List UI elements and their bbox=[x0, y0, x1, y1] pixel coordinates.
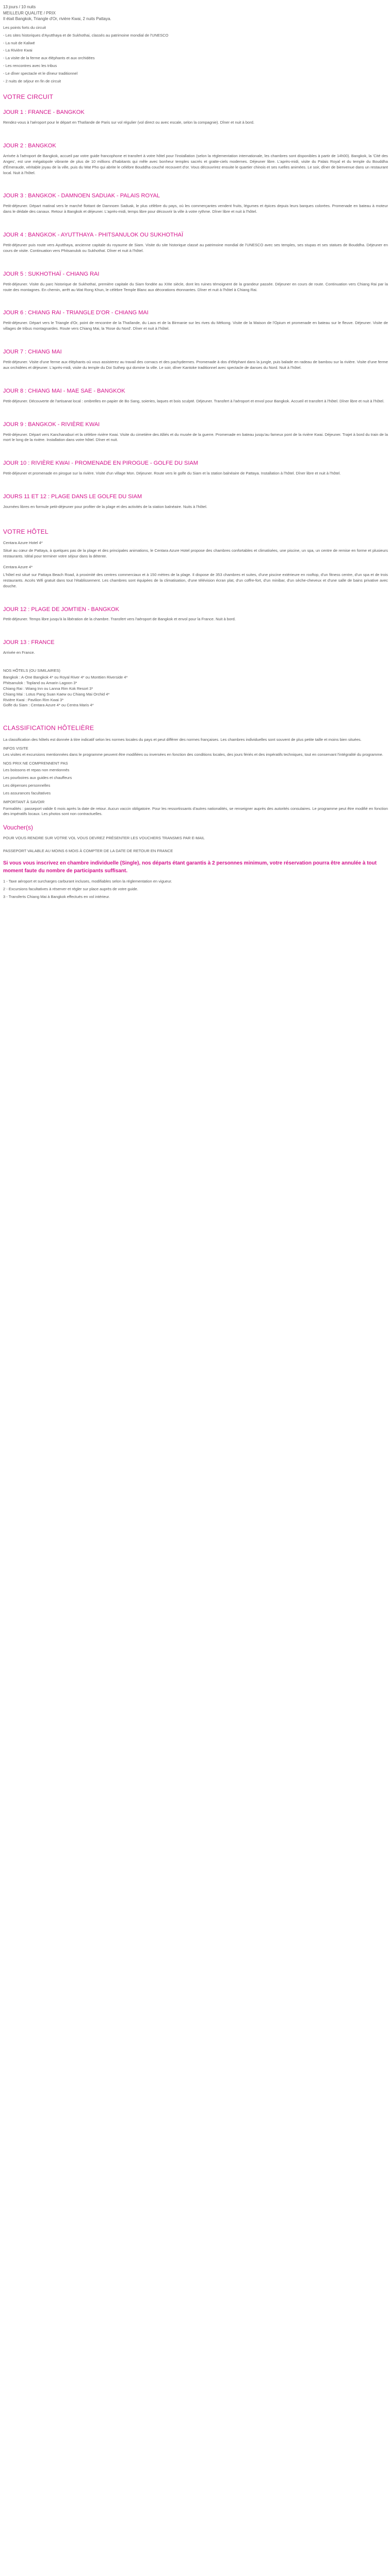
hotel-line: Phitsanulok : Topland ou Amarin Lagoon 3* bbox=[3, 680, 77, 685]
day-title: JOUR 2 : BANGKOK bbox=[3, 142, 56, 149]
day-title: JOUR 5 : SUKHOTHAÏ - CHIANG RAI bbox=[3, 270, 100, 277]
important-text: Formalités : passeport valide 6 mois après la date de retour. Aucun vaccin obligatoire. Pour les ressortissants d'autres nationalités, se renseigner auprès des autorités consulaires. Le programme peut être modifié en fonction des impératifs locaux. Les photos sont non contractuelles. bbox=[3, 806, 388, 817]
not-included-item: Les dépenses personnelles bbox=[3, 783, 51, 788]
footnote: 2 - Excursions facultatives à réserver et régler sur place auprès de votre guide. bbox=[3, 887, 138, 892]
tour-point: - La nuit de Kaliwé bbox=[3, 40, 35, 45]
day-7 bbox=[3, 348, 388, 371]
day-text: Petit-déjeuner puis route vers Ayutthaya, ancienne capitale du royaume de Siam. Visite du site historique classé au patrimoine mondial de l'UNESCO avec ses temples, ses stupas et ses statues de Bouddha. Déjeuner en cours de visite. Continuation vers Phitsanulok ou Sukhothaï. Dîner et nuit à l'hôtel. bbox=[3, 243, 388, 253]
day-title: JOUR 1 : FRANCE - BANGKOK bbox=[3, 109, 85, 116]
tour-point: - Le dîner spectacle et le dîneur traditionnel bbox=[3, 71, 78, 76]
day-2 bbox=[3, 142, 388, 176]
footnote: 3 - Transferts Chiang Mai à Bangkok effectués en vol intérieur. bbox=[3, 894, 110, 900]
tour-points-list bbox=[3, 33, 388, 84]
day-title: JOUR 9 : BANGKOK - RIVIÈRE KWAI bbox=[3, 421, 100, 428]
route-summary: Il était Bangkok, Triangle d'Or, rivière Kwai, 2 nuits Pattaya. bbox=[3, 16, 111, 22]
day-text: Petit-déjeuner. Découverte de l'artisanat local : ombrelles en papier de Bo Sang, soieries, laques et bois sculpté. Déjeuner. Transfert à l'aéroport et envol pour Bangkok. Accueil et transfert à l'hôtel. Dîner libre et nuit à l'hôtel. bbox=[3, 398, 385, 403]
not-included-item: Les boissons et repas non mentionnés bbox=[3, 768, 70, 773]
single-room-warning: Si vous vous inscrivez en chambre individuelle (Single), nos départs étant garantis à 2 personnes minimum, votre réservation pourra être annulée à tout moment faute du nombre de participants suffisant. bbox=[3, 860, 377, 874]
day-text: Rendez-vous à l'aéroport pour le départ en Thaïlande de Paris sur vol régulier (vol direct ou avec escale, selon la compagnie). Dîner et nuit à bord. bbox=[3, 120, 254, 125]
voucher-section bbox=[3, 823, 388, 841]
day-text: Journées libres en formule petit-déjeuner pour profiter de la plage et des activités de la station balnéaire. Nuits à l'hôtel. bbox=[3, 504, 207, 510]
voucher-text: POUR VOUS RENDRE SUR VOTRE VOL VOUS DEVREZ PRÉSENTER LES VOUCHERS TRANSMIS PAR E-MAIL bbox=[3, 835, 205, 840]
passport-notice: PASSEPORT VALABLE AU MOINS 6 MOIS À COMPTER DE LA DATE DE RETOUR EN FRANCE bbox=[3, 848, 173, 853]
hotel-name: Centara Azure Hotel 4* bbox=[3, 540, 43, 546]
day-text: Petit-déjeuner. Départ matinal vers le marché flottant de Damnoen Saduak, le plus célèbre du pays, où les commerçantes vendent fruits, légumes et épices depuis leurs barques colorées. Promenade en bateau à moteur dans le dédale des canaux. Retour à Bangkok et déjeuner. L'après-midi, temps libre pour découvrir la ville à votre rythme. Dîner libre et nuit à l'hôtel. bbox=[3, 204, 388, 214]
hotel-line: Rivière Kwai : Pavilion Rim Kwai 3* bbox=[3, 697, 64, 702]
hotel-line: Bangkok : A-One Bangkok 4* ou Royal River 4* ou Monttien Riverside 4* bbox=[3, 675, 128, 680]
day-text: Petit-déjeuner. Visite du parc historique de Sukhothaï, première capitale du Siam fondée au XIIIe siècle, dont les ruines témoignent de la grandeur passée. Déjeuner en cours de route. Continuation vers Chiang Rai par la route des montagnes. En chemin, arrêt au Wat Rong Khun, le célèbre Temple Blanc aux décorations étonnantes. Dîner et nuit à l'hôtel à Chiang Rai. bbox=[3, 281, 388, 292]
hotel-line: Chiang Rai : Wiang Inn ou Lanna Rim Kok Resort 3* bbox=[3, 686, 93, 691]
tour-points-title: Les points forts du circuit bbox=[3, 25, 46, 30]
hotel-line: Golfe du Siam : Centara Azure 4* ou Centra Maris 4* bbox=[3, 703, 94, 708]
day-title: JOURS 11 ET 12 : PLAGE DANS LE GOLFE DU SIAM bbox=[3, 494, 142, 500]
hotel-title: VOTRE HÔTEL bbox=[3, 528, 48, 535]
info-title: INFOS VISITE bbox=[3, 745, 28, 751]
hotel-details-text: L'hôtel est situé sur Pattaya Beach Road, à proximité des centres commerciaux et à 150 mètres de la plage. Il dispose de 353 chambres et suites, d'une piscine extérieure en rooftop, d'un fitness centre, d'un spa et de trois restaurants. Accès Wifi gratuit dans tout l'établissement. Les chambres sont équipées de la climatisation, d'une télévision écran plat, d'un coffre-fort, d'un minibar, d'un sèche-cheveux et d'une salle de bains privative avec douche. bbox=[3, 572, 388, 588]
hotels-list-section bbox=[3, 668, 388, 708]
day-title: JOUR 8 : CHIANG MAI - MAE SAE - BANGKOK bbox=[3, 387, 125, 394]
voucher-title: Voucher(s) bbox=[3, 824, 34, 832]
classification-title: CLASSIFICATION HÔTELIÈRE bbox=[3, 724, 94, 732]
day-text: Petit-déjeuner. Temps libre jusqu'à la libération de la chambre. Transfert vers l'aéroport de Bangkok et envol pour la France. Nuit à bord. bbox=[3, 617, 236, 622]
day-title: JOUR 12 : PLAGE DE JOMTIEN - BANGKOK bbox=[3, 606, 119, 613]
tour-point: - La Rivière Kwai bbox=[3, 48, 32, 53]
info-text: Les visites et excursions mentionnées dans le programme peuvent être modifiées ou inversées en fonction des conditions locales, des jours fériés et des impératifs techniques, tout en conservant l'intégralité du programme. bbox=[3, 752, 383, 757]
footnotes bbox=[3, 879, 388, 900]
day-11-12 bbox=[3, 493, 388, 510]
day-1 bbox=[3, 109, 388, 126]
important-section bbox=[3, 800, 388, 818]
day-text: Petit-déjeuner. Visite d'une ferme aux éléphants où vous assisterez au travail des cornacs et des pachydermes. Promenade à dos d'éléphant dans la jungle, puis balade en radeau de bambou sur la rivière. Visite d'une ferme aux orchidées et déjeuner. L'après-midi, visite du temple du Doi Suthep qui domine la ville. Le soir, dîner Kantoke traditionnel avec spectacle de danses du Nord. Nuit à l'hôtel. bbox=[3, 360, 388, 370]
hotel-line: Chiang Mai : Lotus Pang Suan Kaew ou Chiang Mai Orchid 4* bbox=[3, 691, 110, 697]
tour-point: - Les sites historiques d'Ayutthaya et de Sukhothai, classés au patrimoine mondial de l'UNESCO bbox=[3, 32, 169, 38]
day-5 bbox=[3, 270, 388, 293]
hotel-section bbox=[3, 528, 388, 589]
day-title: JOUR 7 : CHIANG MAI bbox=[3, 349, 62, 355]
day-9 bbox=[3, 421, 388, 444]
day-title: JOUR 4 : BANGKOK - AYUTTHAYA - PHITSANULOK OU SUKHOTHAÏ bbox=[3, 232, 184, 239]
day-text: Arrivée en France. bbox=[3, 650, 35, 655]
not-included-item: Les assurances facultatives bbox=[3, 790, 51, 795]
tour-point: - La visite de la ferme aux éléphants et aux orchidées bbox=[3, 56, 95, 61]
day-text: Petit-déjeuner. Départ vers Kanchanaburi et la célèbre rivière Kwai. Visite du cimetière des Alliés et du musée de la guerre. Promenade en bateau jusqu'au fameux pont de la rivière Kwai. Déjeuner. Trajet à bord du train de la mort le long de la rivière. Installation dans votre hôtel. Dîner et nuit. bbox=[3, 432, 388, 443]
day-title: JOUR 3 : BANGKOK - DAMNOEN SADUAK - PALAIS ROYAL bbox=[3, 193, 160, 199]
day-3 bbox=[3, 192, 388, 215]
day-text: Petit-déjeuner et promenade en pirogue sur la rivière. Visite d'un village Mon. Déjeuner. Route vers le golfe du Siam et la station balnéaire de Pattaya. Installation à l'hôtel. Dîner libre et nuit à l'hôtel. bbox=[3, 471, 341, 476]
day-title: JOUR 6 : CHIANG RAI - TRIANGLE D'OR - CHIANG MAI bbox=[3, 310, 149, 316]
day-10 bbox=[3, 460, 388, 477]
hotels-list-title: NOS HÔTELS (OU SIMILAIRES) bbox=[3, 668, 60, 673]
day-6 bbox=[3, 309, 388, 332]
not-included-section bbox=[3, 761, 388, 796]
tour-point: - Les rencontres avec les tribus bbox=[3, 63, 57, 69]
classification-section bbox=[3, 724, 388, 742]
day-text: Arrivée à l'aéroport de Bangkok, accueil par votre guide francophone et transfert à votre hôtel pour l'installation (selon la réglementation internationale, les chambres sont disponibles à partir de 14h00). Bangkok, la 'Cité des Anges', est une mégalopole vibrante de plus de 10 millions d'habitants qui mêle avec bonheur temples sacrés et gratte-ciels modernes. Déjeuner libre. L'après-midi, visite du Palais Royal et du temple du Bouddha d'Émeraude, véritable joyau de la ville, puis du Wat Pho qui abrite le célèbre Bouddha couché recouvert d'or. Vous découvrirez ensuite le quartier chinois et ses ruelles animées. Le soir, dîner de bienvenue dans un restaurant local. Nuit à l'hôtel. bbox=[3, 153, 388, 175]
important-title: IMPORTANT À SAVOIR bbox=[3, 799, 45, 804]
day-title: JOUR 13 : FRANCE bbox=[3, 639, 55, 646]
day-title: JOUR 10 : RIVIÈRE KWAI - PROMENADE EN PIROGUE - GOLFE DU SIAM bbox=[3, 460, 198, 467]
circuit-title: VOTRE CIRCUIT bbox=[3, 93, 54, 100]
hotel-details-label: Centara Azure 4* bbox=[3, 565, 33, 569]
classification-text: La classification des hôtels est donnée à titre indicatif selon les normes locales du pays et peut différer des normes françaises. Les chambres individuelles sont souvent de plus petite taille et moins bien situées. bbox=[3, 737, 362, 742]
day-4 bbox=[3, 231, 388, 254]
not-included-title: NOS PRIX NE COMPRENNENT PAS bbox=[3, 761, 68, 766]
not-included-item: Les pourboires aux guides et chauffeurs bbox=[3, 775, 72, 781]
tour-point: - 2 nuits de séjour en fin de circuit bbox=[3, 78, 61, 83]
header-meta bbox=[3, 4, 388, 22]
best-price-label: MEILLEUR QUALITE / PRIX bbox=[3, 10, 56, 15]
document-page bbox=[0, 0, 391, 902]
day-13 bbox=[3, 639, 388, 656]
info-section bbox=[3, 746, 388, 758]
duration: 13 jours / 10 nuits bbox=[3, 5, 36, 9]
day-text: Petit-déjeuner. Départ vers le Triangle d'Or, point de rencontre de la Thaïlande, du Laos et de la Birmanie sur les rives du Mékong. Visite de la Maison de l'Opium et promenade en bateau sur le fleuve. Déjeuner. Visite de villages de tribus montagnardes. Route vers Chiang Mai, la 'Rose du Nord'. Dîner et nuit à l'hôtel. bbox=[3, 320, 388, 331]
footnote: 1 - Taxe aéroport et surcharges carburant incluses, modifiables selon la réglementation en vigueur. bbox=[3, 879, 172, 884]
day-8 bbox=[3, 387, 388, 404]
day-12 bbox=[3, 606, 388, 623]
hotel-text: Situé au cœur de Pattaya, à quelques pas de la plage et des principales animations, le Centara Azure Hotel propose des chambres confortables et climatisées, une piscine, un spa, un centre de remise en forme et plusieurs restaurants. Idéal pour terminer votre séjour dans la détente. bbox=[3, 548, 388, 559]
